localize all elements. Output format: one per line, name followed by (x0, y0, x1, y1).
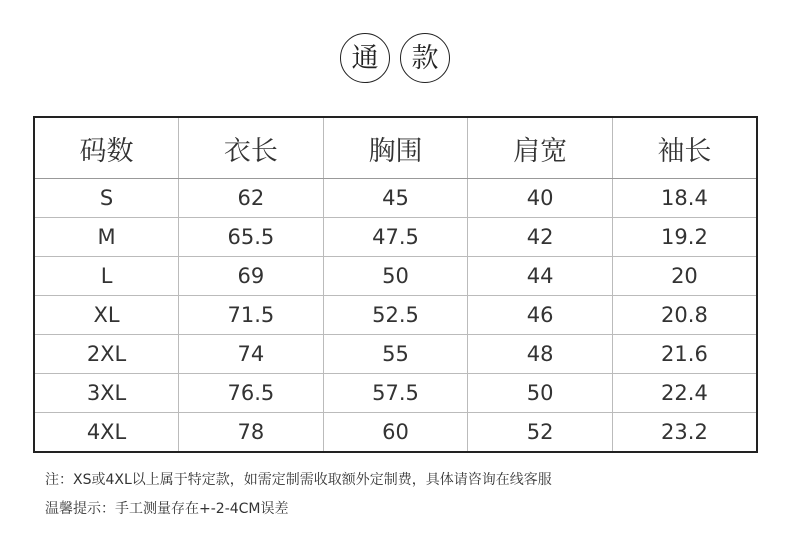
cell-size: XL (34, 296, 179, 335)
cell-chest: 50 (323, 257, 468, 296)
cell-size: L (34, 257, 179, 296)
cell-length: 74 (179, 335, 324, 374)
cell-length: 65.5 (179, 218, 324, 257)
cell-chest: 60 (323, 413, 468, 453)
cell-size: M (34, 218, 179, 257)
cell-size: 2XL (34, 335, 179, 374)
cell-chest: 55 (323, 335, 468, 374)
cell-chest: 52.5 (323, 296, 468, 335)
table-row (34, 179, 757, 218)
header-length: 衣长 (179, 117, 324, 179)
cell-sleeve: 21.6 (612, 335, 757, 374)
cell-length: 69 (179, 257, 324, 296)
measurement-tip: 温馨提示：手工测量存在+-2-4CM误差 (45, 501, 289, 517)
cell-size: 4XL (34, 413, 179, 453)
cell-length: 76.5 (179, 374, 324, 413)
header-chest: 胸围 (323, 117, 468, 179)
table-row (34, 335, 757, 374)
custom-size-note: 注：XS或4XL以上属于特定款，如需定制需收取额外定制费，具体请咨询在线客服 (45, 472, 552, 488)
cell-shoulder: 46 (468, 296, 613, 335)
cell-chest: 45 (323, 179, 468, 218)
cell-shoulder: 44 (468, 257, 613, 296)
header-size: 码数 (34, 117, 179, 179)
table-row (34, 413, 757, 453)
cell-sleeve: 22.4 (612, 374, 757, 413)
title (0, 33, 790, 85)
cell-sleeve: 20.8 (612, 296, 757, 335)
cell-sleeve: 23.2 (612, 413, 757, 453)
cell-shoulder: 40 (468, 179, 613, 218)
cell-chest: 57.5 (323, 374, 468, 413)
cell-sleeve: 20 (612, 257, 757, 296)
cell-size: S (34, 179, 179, 218)
cell-chest: 47.5 (323, 218, 468, 257)
table-row (34, 296, 757, 335)
header-shoulder: 肩宽 (468, 117, 613, 179)
cell-length: 71.5 (179, 296, 324, 335)
cell-shoulder: 50 (468, 374, 613, 413)
cell-shoulder: 42 (468, 218, 613, 257)
table-header-row (34, 117, 757, 179)
table-row (34, 257, 757, 296)
table-row (34, 374, 757, 413)
cell-length: 78 (179, 413, 324, 453)
title-char-2: 款 (400, 33, 450, 83)
size-chart-table (33, 116, 758, 453)
cell-shoulder: 48 (468, 335, 613, 374)
title-char-1: 通 (340, 33, 390, 83)
cell-sleeve: 18.4 (612, 179, 757, 218)
cell-size: 3XL (34, 374, 179, 413)
table-row (34, 218, 757, 257)
cell-sleeve: 19.2 (612, 218, 757, 257)
cell-shoulder: 52 (468, 413, 613, 453)
cell-length: 62 (179, 179, 324, 218)
header-sleeve: 袖长 (612, 117, 757, 179)
